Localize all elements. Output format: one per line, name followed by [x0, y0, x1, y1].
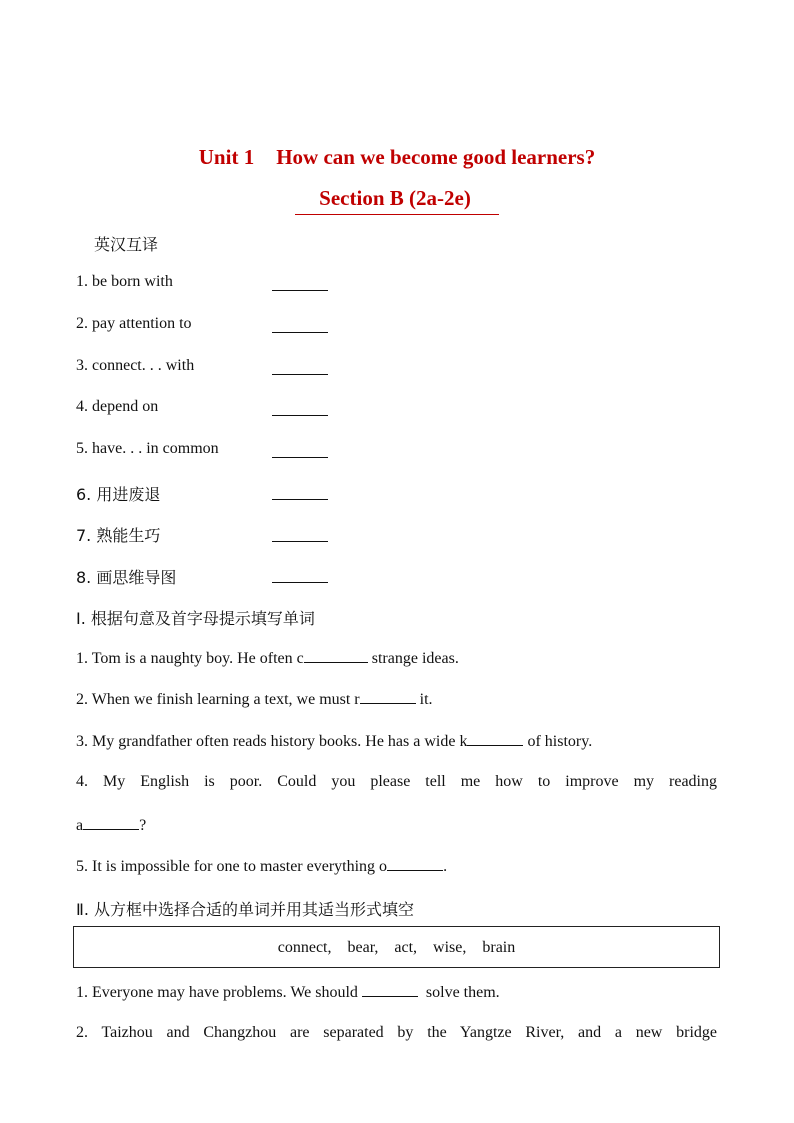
unit-label: Unit 1 — [198, 145, 255, 169]
question-text: 1. Everyone may have problems. We should — [76, 984, 362, 1001]
question-text: ? — [139, 817, 147, 834]
vocab-item-8: 8. 画思维导图 — [76, 568, 177, 587]
answer-blank[interactable] — [387, 856, 443, 871]
answer-blank[interactable] — [83, 815, 139, 830]
answer-blank[interactable] — [360, 689, 416, 704]
question-text: strange ideas. — [367, 650, 459, 667]
part2-question-1 — [76, 982, 500, 1002]
question-text: 3. My grandfather often reads history books. He has a wide k — [76, 733, 468, 750]
vocab-answer-blank-7[interactable] — [272, 541, 328, 542]
question-text: solve them. — [417, 984, 500, 1001]
vocab-answer-blank-4[interactable] — [272, 415, 328, 416]
vocab-item-7: 7. 熟能生巧 — [76, 526, 161, 545]
question-text: a — [76, 817, 84, 834]
part1-question-3 — [76, 731, 592, 751]
word-bank-box — [73, 926, 720, 968]
lesson-title: How can we become good learners? — [276, 145, 596, 169]
vocab-heading: 英汉互译 — [94, 235, 159, 254]
vocab-item-6: 6. 用进废退 — [76, 485, 161, 504]
question-text: it. — [415, 691, 433, 708]
question-text: 5. It is impossible for one to master everything o — [76, 858, 388, 875]
part1-question-2 — [76, 689, 433, 709]
vocab-answer-blank-8[interactable] — [272, 582, 328, 583]
vocab-item-4: 4. depend on — [76, 398, 159, 415]
part1-question-1 — [76, 648, 459, 668]
answer-blank[interactable] — [362, 982, 418, 997]
vocab-answer-blank-6[interactable] — [272, 499, 328, 500]
section-title — [0, 186, 794, 215]
vocab-item-5: 5. have. . . in common — [76, 440, 219, 457]
answer-blank[interactable] — [467, 731, 523, 746]
vocab-answer-blank-2[interactable] — [272, 332, 328, 333]
vocab-item-3: 3. connect. . . with — [76, 357, 195, 374]
section-label: Section B (2a-2e) — [295, 186, 499, 215]
part1-question-4-line1: 4. My English is poor. Could you please tell me how to improve my reading — [76, 773, 717, 790]
unit-title — [0, 145, 794, 170]
part2-heading: Ⅱ. 从方框中选择合适的单词并用其适当形式填空 — [76, 900, 415, 919]
question-text: 1. Tom is a naughty boy. He often c — [76, 650, 304, 667]
part1-question-4-line2 — [76, 815, 146, 835]
word-bank-words: connect, bear, act, wise, brain — [277, 939, 516, 956]
vocab-answer-blank-5[interactable] — [272, 457, 328, 458]
part2-question-2-line1: 2. Taizhou and Changzhou are separated by the Yangtze River, and a new bridge — [76, 1024, 717, 1041]
vocab-item-2: 2. pay attention to — [76, 315, 192, 332]
vocab-answer-blank-3[interactable] — [272, 374, 328, 375]
part1-question-5 — [76, 856, 447, 876]
question-text: 2. When we finish learning a text, we must r — [76, 691, 360, 708]
vocab-answer-blank-1[interactable] — [272, 290, 328, 291]
part1-heading: Ⅰ. 根据句意及首字母提示填写单词 — [76, 609, 315, 628]
question-text: of history. — [523, 733, 593, 750]
vocab-item-1: 1. be born with — [76, 273, 173, 290]
question-text: . — [443, 858, 448, 875]
answer-blank[interactable] — [304, 648, 368, 663]
